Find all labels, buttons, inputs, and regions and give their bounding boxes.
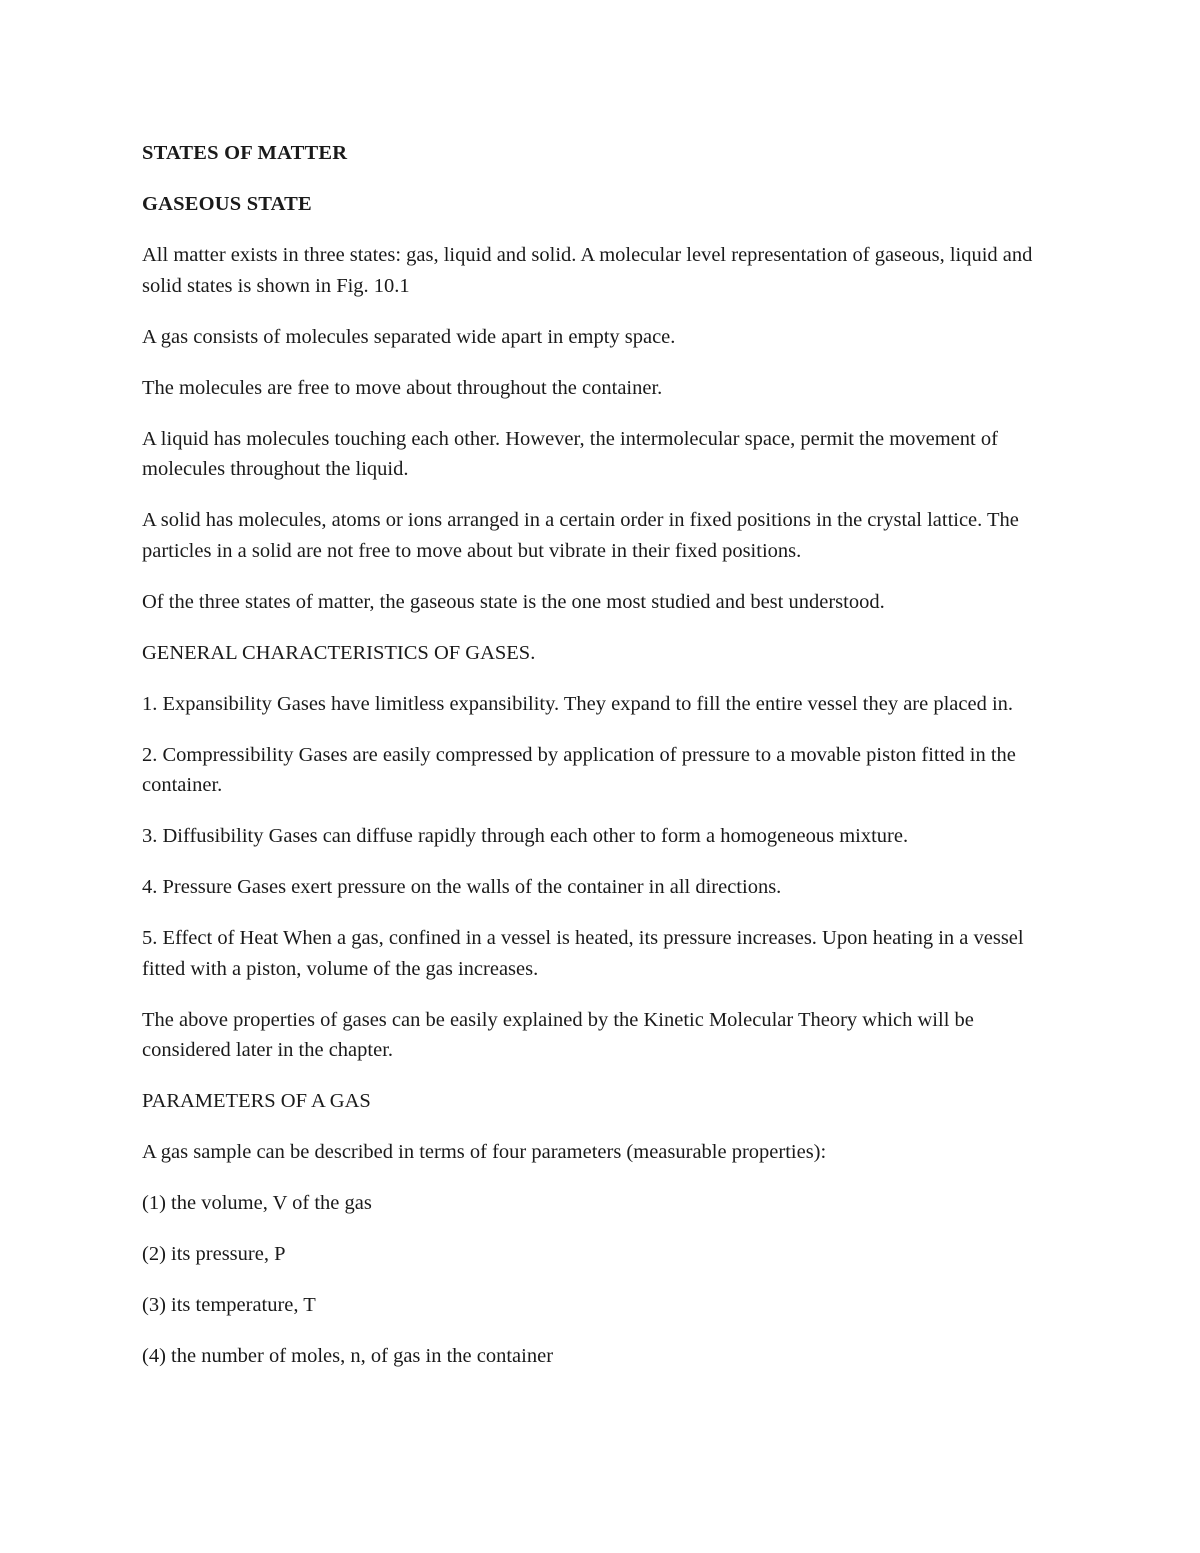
parameters-heading: PARAMETERS OF A GAS: [142, 1090, 371, 1112]
parameter-item: (3) its temperature, T: [142, 1294, 316, 1316]
characteristic-item: 5. Effect of Heat When a gas, confined in a vessel is heated, its pressure increases. Upon heating in a vessel fitted with a piston, volume of the gas increases.: [142, 927, 1024, 980]
characteristic-item: 3. Diffusibility Gases can diffuse rapidly through each other to form a homogeneous mixture.: [142, 825, 909, 847]
parameter-item: (4) the number of moles, n, of gas in the container: [142, 1345, 554, 1367]
parameter-item: (1) the volume, V of the gas: [142, 1192, 372, 1214]
characteristic-item: 4. Pressure Gases exert pressure on the walls of the container in all directions.: [142, 876, 782, 898]
paragraph-liquid: A liquid has molecules touching each other. However, the intermolecular space, permit the movement of molecules throughout the liquid.: [142, 427, 998, 480]
paragraph-gas-definition: A gas consists of molecules separated wide apart in empty space.: [142, 325, 676, 348]
parameters-intro: A gas sample can be described in terms of four parameters (measurable properties):: [142, 1141, 827, 1163]
document-title: STATES OF MATTER: [142, 142, 348, 164]
paragraph-kinetic-note: The above properties of gases can be easily explained by the Kinetic Molecular Theory which will be considered later in the chapter.: [142, 1008, 974, 1061]
paragraph-intro: All matter exists in three states: gas, liquid and solid. A molecular level representation of gaseous, liquid and solid states is shown in Fig. 10.1: [142, 244, 1033, 297]
paragraph-gas-motion: The molecules are free to move about throughout the container.: [142, 376, 663, 399]
paragraph-solid: A solid has molecules, atoms or ions arranged in a certain order in fixed positions in the crystal lattice. The particles in a solid are not free to move about but vibrate in their fixed positions.: [142, 509, 1019, 562]
paragraph-studied: Of the three states of matter, the gaseous state is the one most studied and best understood.: [142, 590, 885, 613]
document-body: [142, 138, 1057, 1392]
parameter-item: (2) its pressure, P: [142, 1243, 286, 1265]
characteristic-item: 1. Expansibility Gases have limitless expansibility. They expand to fill the entire vessel they are placed in.: [142, 692, 1014, 715]
characteristics-heading: GENERAL CHARACTERISTICS OF GASES.: [142, 641, 536, 664]
characteristic-item: 2. Compressibility Gases are easily compressed by application of pressure to a movable piston fitted in the container.: [142, 743, 1016, 796]
section-heading-gaseous-state: GASEOUS STATE: [142, 193, 312, 215]
